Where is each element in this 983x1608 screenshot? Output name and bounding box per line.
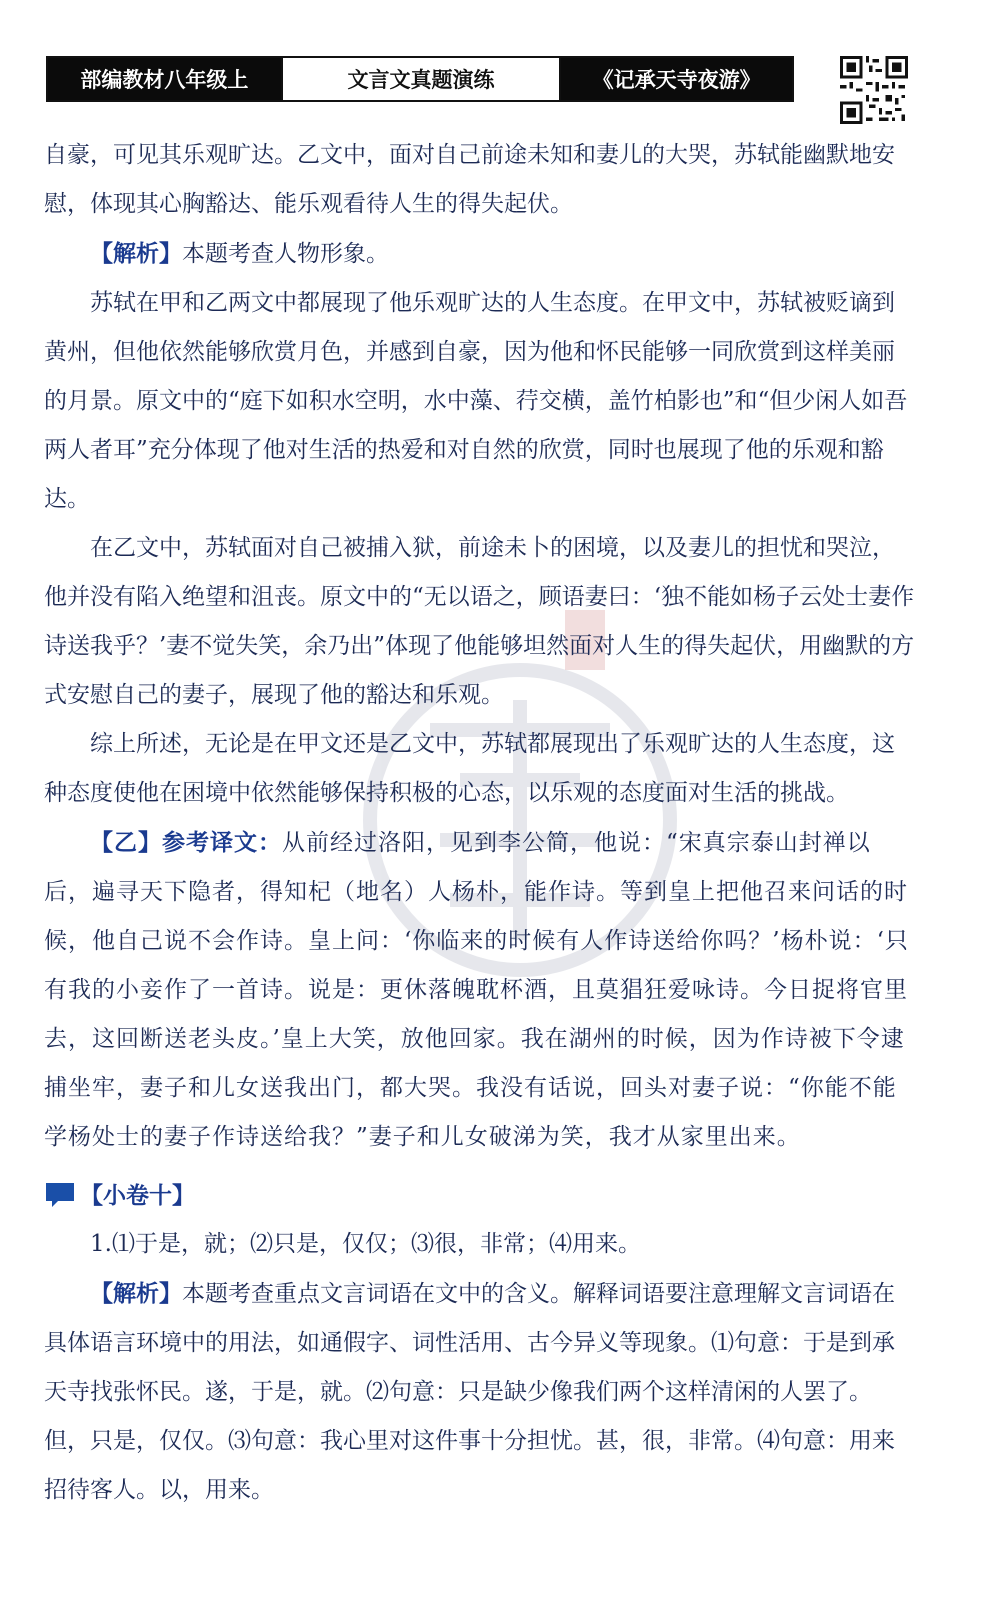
- header-lesson: 《记承天寺夜游》: [561, 58, 792, 100]
- analysis-2: [44, 1269, 916, 1515]
- paragraph-jia: 苏轼在甲和乙两文中都展现了他乐观旷达的人生态度。在甲文中，苏轼被贬谪到黄州，但他依然能够欣赏月色，并感到自豪，因为他和怀民能够一同欣赏到这样美丽的月景。原文中的“庭下如积水空明，水中藻、荇交横，盖竹柏影也”和“但少闲人如吾两人者耳”充分体现了他对生活的热爱和对自然的欣赏，同时也展现了他的乐观和豁达。: [44, 290, 908, 512]
- header-textbook: 部编教材八年级上: [48, 58, 281, 100]
- analysis-text: 本题考查人物形象。: [182, 241, 389, 267]
- header-topic: 文言文真题演练: [281, 58, 562, 100]
- page-content: [44, 131, 916, 1515]
- translation-text: 从前经过洛阳，见到李公简，他说：“宋真宗泰山封禅以后，遍寻天下隐者，得知杞（地名）人杨朴，能作诗。等到皇上把他召来问话的时候，他自己说不会作诗。皇上问：‘你临来的时候有人作诗送给你吗？’杨朴说：‘只有我的小妾作了一首诗。说是：更休落魄耽杯酒，且莫猖狂爱咏诗。今日捉将官里去，这回断送老头皮。’皇上大笑，放他回家。我在湖州的时候，因为作诗被下令逮捕坐牢，妻子和儿女送我出门，都大哭。我没有话说，回头对妻子说：“你能不能学杨处士的妻子作诗送给我？”妻子和儿女破涕为笑，我才从家里出来。: [44, 830, 909, 1150]
- analysis-text-2: 本题考查重点文言词语在文中的含义。解释词语要注意理解文言词语在具体语言环境中的用法，如通假字、词性活用、古今异义等现象。⑴句意：于是到承天寺找张怀民。遂，于是，就。⑵句意：只是缺少像我们两个这样清闲的人罢了。但，只是，仅仅。⑶句意：我心里对这件事十分担忧。甚，很，非常。⑷句意：用来招待客人。以，用来。: [44, 1281, 895, 1503]
- section-title: 【小卷十】: [80, 1181, 195, 1209]
- paragraph-summary: 综上所述，无论是在甲文还是乙文中，苏轼都展现出了乐观旷达的人生态度，这种态度使他在困境中依然能够保持积极的心态，以乐观的态度面对生活的挑战。: [44, 731, 895, 806]
- speech-bubble-icon: [44, 1181, 76, 1209]
- header-bar: [46, 56, 794, 102]
- section-header: [44, 1170, 916, 1220]
- translation-tag: 【乙】参考译文：: [90, 829, 282, 856]
- analysis-tag: 【解析】: [90, 240, 182, 267]
- paragraph-yi: 在乙文中，苏轼面对自己被捕入狱，前途未卜的困境，以及妻儿的担忧和哭泣，他并没有陷入绝望和沮丧。原文中的“无以语之，顾语妻曰：‘独不能如杨子云处士妻作诗送我乎？’妻不觉失笑，余乃出”体现了他能够坦然面对人生的得失起伏，用幽默的方式安慰自己的妻子，展现了他的豁达和乐观。: [44, 535, 915, 708]
- analysis-tag-2: 【解析】: [90, 1280, 182, 1307]
- answer-1: 1.⑴于是，就；⑵只是，仅仅；⑶很，非常；⑷用来。: [90, 1231, 641, 1257]
- paragraph-conclusion: 自豪，可见其乐观旷达。乙文中，面对自己前途未知和妻儿的大哭，苏轼能幽默地安慰，体现其心胸豁达、能乐观看待人生的得失起伏。: [44, 142, 895, 217]
- analysis-1: [44, 229, 916, 279]
- qr-code-icon[interactable]: [840, 56, 908, 124]
- translation-block: [44, 818, 916, 1162]
